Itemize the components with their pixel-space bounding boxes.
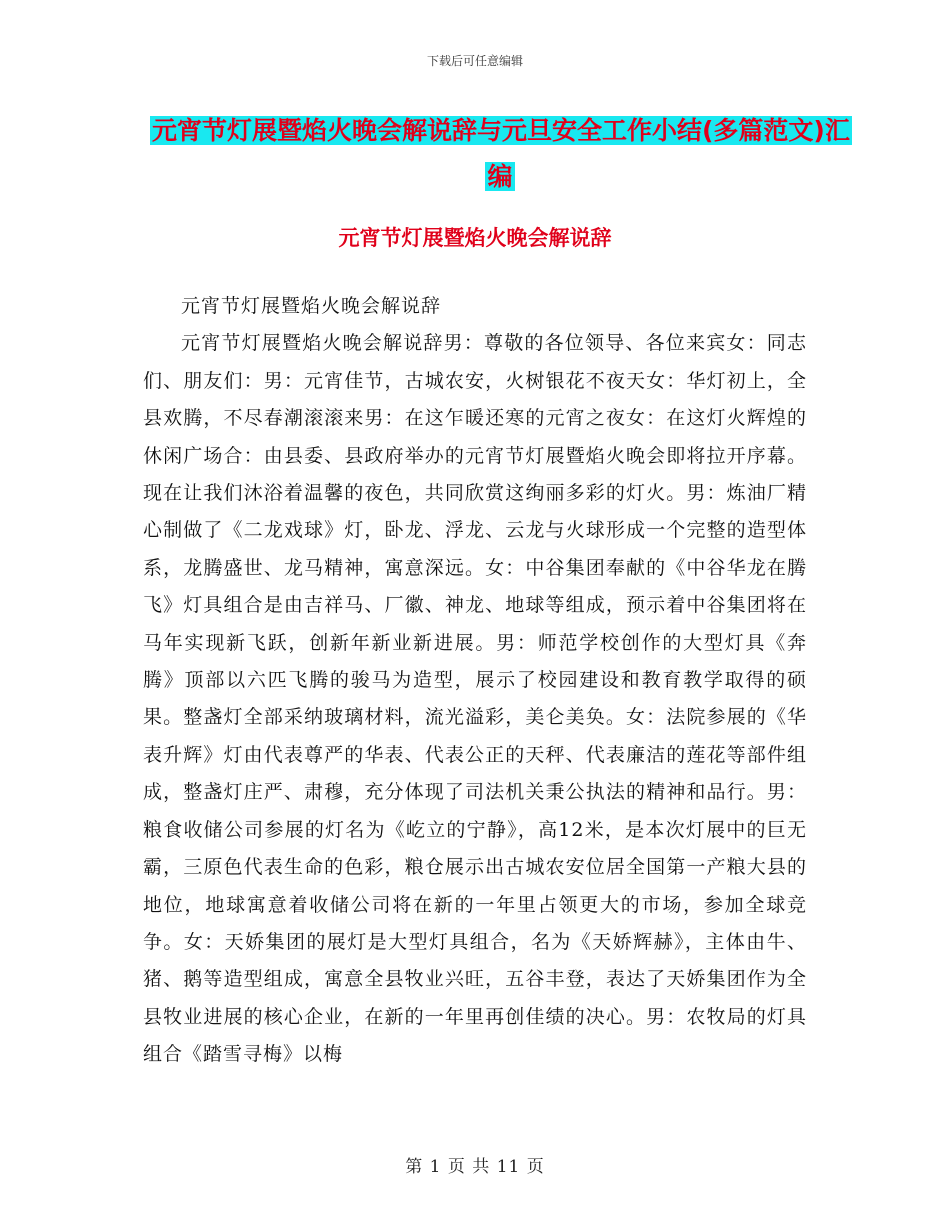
section-title: 元宵节灯展暨焰火晚会解说辞 [338, 226, 612, 250]
page-number: 第 1 页 共 11 页 [405, 1157, 545, 1177]
document-body [143, 288, 807, 1074]
document-title-text: 元宵节灯展暨焰火晚会解说辞与元旦安全工作小结(多篇范文)汇编 [152, 116, 850, 191]
body-paragraph: 元宵节灯展暨焰火晚会解说辞男：尊敬的各位领导、各位来宾女：同志们、朋友们：男：元宵佳节，古城农安，火树银花不夜天女：华灯初上，全县欢腾，不尽春潮滚滚来男：在这乍暖还寒的元宵之夜女：在这灯火辉煌的休闲广场合：由县委、县政府举办的元宵节灯展暨焰火晚会即将拉开序幕。现在让我们沐浴着温馨的夜色，共同欣赏这绚丽多彩的灯火。男：炼油厂精心制做了《二龙戏球》灯，卧龙、浮龙、云龙与火球形成一个完整的造型体系，龙腾盛世、龙马精神，寓意深远。女：中谷集团奉献的《中谷华龙在腾飞》灯具组合是由吉祥马、厂徽、神龙、地球等组成，预示着中谷集团将在马年实现新飞跃，创新年新业新进展。男：师范学校创作的大型灯具《奔腾》顶部以六匹飞腾的骏马为造型，展示了校园建设和教育教学取得的硕果。整盏灯全部采纳玻璃材料，流光溢彩，美仑美奂。女：法院参展的《华表升辉》灯由代表尊严的华表、代表公正的天秤、代表廉洁的莲花等部件组成，整盏灯庄严、肃穆，充分体现了司法机关秉公执法的精神和品行。男：粮食收储公司参展的灯名为《屹立的宁静》，高12米，是本次灯展中的巨无霸，三原色代表生命的色彩，粮仓展示出古城农安位居全国第一产粮大县的地位，地球寓意着收储公司将在新的一年里占领更大的市场，参加全球竞争。女：天娇集团的展灯是大型灯具组合，名为《天娇辉赫》，主体由牛、猪、鹅等造型组成，寓意全县牧业兴旺，五谷丰登，表达了天娇集团作为全县牧业进展的核心企业，在新的一年里再创佳绩的决心。男：农牧局的灯具组合《踏雪寻梅》以梅 [143, 332, 807, 1066]
body-paragraph: 元宵节灯展暨焰火晚会解说辞 [181, 295, 442, 317]
header-note: 下载后可任意编辑 [426, 54, 523, 68]
document-title [150, 108, 850, 200]
